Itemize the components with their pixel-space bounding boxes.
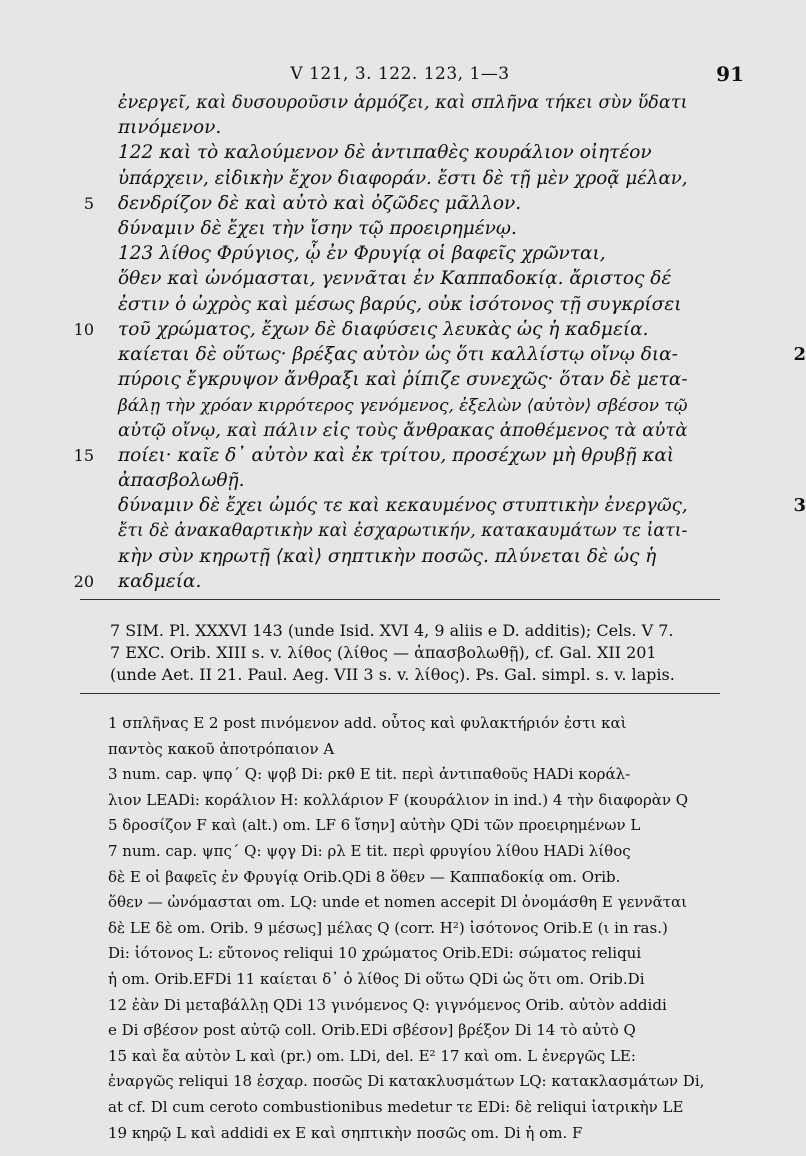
margin-number: 3 bbox=[793, 495, 806, 517]
line-text: ὅθεν καὶ ὠνόμασται, γεννᾶται ἐν Καππαδοκίᾳ. ἄριστος δέ bbox=[118, 268, 672, 290]
source-line: 7 EXC. Orib. XIII s. v. λίθος (λίθος — ἀπασβολωθῇ), cf. Gal. XII 201 bbox=[110, 643, 657, 662]
text-line bbox=[118, 545, 688, 569]
line-text: ποίει· καῖε δ᾽ αὐτὸν καὶ ἐκ τρίτου, προσέχων μὴ θρυβῇ καὶ bbox=[118, 444, 675, 466]
line-number: 15 bbox=[73, 445, 94, 465]
line-number: 10 bbox=[73, 319, 94, 339]
line-text: πινόμενον. bbox=[118, 117, 222, 139]
apparatus-line: 12 ἐὰν Di μεταβάλλῃ QDi 13 γινόμενος Q: γιγνόμενος Orib. αὐτὸν addidi bbox=[108, 995, 667, 1014]
line-text: πύροις ἔγκρυψον ἄνθραξι καὶ ῥίπιζε συνεχῶς· ὅταν δὲ μετα- bbox=[118, 369, 688, 391]
line-text: κὴν σὺν κηρωτῇ ⟨καὶ⟩ σηπτικὴν ποσῶς. πλύνεται δὲ ὡς ἡ bbox=[118, 545, 657, 567]
text-line bbox=[73, 570, 688, 594]
apparatus-line: δὲ E οἱ βαφεῖς ἐν Φρυγίᾳ Orib.QDi 8 ὅθεν — Καππαδοκίᾳ om. Orib. bbox=[108, 867, 621, 886]
line-text: δύναμιν δὲ ἔχει τὴν ἴσην τῷ προειρημένῳ. bbox=[118, 218, 517, 239]
apparatus-line: 5 δροσίζον F καὶ (alt.) om. LF 6 ἴσην] αὐτὴν QDi τῶν προειρημένων L bbox=[108, 816, 641, 835]
apparatus-line: 3 num. cap. ψπϙ´ Q: ψϙβ Di: ρκθ E tit. περὶ ἀντιπαθοῦς HADi κοράλ- bbox=[108, 765, 631, 784]
text-line bbox=[118, 91, 688, 115]
page-header bbox=[0, 58, 800, 88]
text-line bbox=[118, 368, 688, 392]
text-line bbox=[118, 393, 688, 418]
apparatus-line: at cf. Dl cum ceroto combustionibus medetur τε EDi: δὲ reliqui ἰατρικὴν LE bbox=[108, 1098, 684, 1116]
margin-number: 2 bbox=[793, 344, 806, 365]
line-text: καίεται δὲ οὕτως· βρέξας αὐτὸν ὡς ὅτι καλλίστῳ οἴνῳ δια- bbox=[118, 344, 678, 365]
line-text: τοῦ χρώματος, ἔχων δὲ διαφύσεις λευκὰς ὡς ἡ καδμεία. bbox=[118, 318, 649, 340]
line-text: αὐτῷ οἴνῳ, καὶ πάλιν εἰς τοὺς ἄνθρακας ἀποθέμενος τὰ αὐτὰ bbox=[118, 419, 688, 441]
text-line bbox=[83, 192, 688, 216]
line-number: 5 bbox=[83, 193, 94, 213]
line-text: καδμεία. bbox=[118, 570, 202, 592]
page-number: 91 bbox=[716, 62, 744, 86]
divider bbox=[80, 599, 720, 600]
line-text: 123 λίθος Φρύγιος, ᾧ ἐν Φρυγίᾳ οἱ βαφεῖς χρῶνται, bbox=[118, 243, 606, 265]
text-line bbox=[118, 116, 688, 140]
text-line bbox=[118, 293, 688, 317]
running-head: V 121, 3. 122. 123, 1—3 bbox=[290, 64, 510, 84]
line-text: ἐνεργεῖ, καὶ δυσουροῦσιν ἁρμόζει, καὶ σπλῆνα τήκει σὺν ὕδατι bbox=[118, 93, 688, 113]
text-line bbox=[73, 444, 688, 468]
apparatus-line: ἐναργῶς reliqui 18 ἐσχαρ. ποσῶς Di κατακλυσμάτων LQ: κατακλασμάτων Di, bbox=[108, 1072, 705, 1091]
line-text: ἔτι δὲ ἀνακαθαρτικὴν καὶ ἐσχαρωτικήν, κατακαυμάτων τε ἰατι- bbox=[118, 521, 688, 542]
text-line bbox=[118, 419, 688, 443]
line-text: ἐστιν ὁ ὠχρὸς καὶ μέσως βαρύς, οὐκ ἰσότονος τῇ συγκρίσει bbox=[118, 293, 682, 315]
text-line bbox=[118, 217, 688, 241]
line-text: ἀπασβολωθῇ. bbox=[118, 470, 245, 491]
text-line bbox=[118, 167, 688, 191]
source-line: (unde Aet. II 21. Paul. Aeg. VII 3 s. v. λίθος). Ps. Gal. simpl. s. v. lapis. bbox=[110, 665, 675, 684]
line-number: 20 bbox=[73, 571, 94, 591]
apparatus-line: ὅθεν — ὠνόμασται om. LQ: unde et nomen accepit Dl ὀνομάσθη E γεννᾶται bbox=[108, 893, 688, 912]
text-line bbox=[118, 519, 688, 543]
text-line bbox=[118, 343, 806, 367]
line-text: δενδρίζον δὲ καὶ αὐτὸ καὶ ὀζῶδες μᾶλλον. bbox=[118, 192, 522, 214]
text-line bbox=[118, 469, 688, 493]
line-text: βάλῃ τὴν χρόαν κιρρότερος γενόμενος, ἐξελὼν ⟨αὐτὸν⟩ σβέσον τῷ bbox=[118, 395, 688, 416]
text-line bbox=[118, 242, 688, 266]
apparatus-line: 1 σπλῆνας E 2 post πινόμενον add. οὗτος καὶ φυλακτήριόν ἐστι καὶ bbox=[108, 714, 627, 732]
apparatus-line: Di: ἰότονος L: εὔτονος reliqui 10 χρώματος Orib.EDi: σώματος reliqui bbox=[108, 944, 642, 963]
text-line bbox=[73, 318, 688, 342]
apparatus-line: λιον LEADi: κοράλιον H: κολλάριον F (κουράλιον in ind.) 4 τὴν διαφορὰν Q bbox=[108, 790, 689, 809]
text-line bbox=[118, 494, 806, 518]
apparatus-line: 19 κηρῷ L καὶ addidi ex E καὶ σηπτικὴν ποσῶς om. Di ἡ om. F bbox=[108, 1123, 583, 1142]
divider bbox=[80, 693, 720, 694]
text-line bbox=[118, 267, 688, 291]
apparatus-line: δὲ LE δὲ om. Orib. 9 μέσως] μέλας Q (corr. H²) ἰσότονος Orib.E (ι in ras.) bbox=[108, 918, 668, 937]
apparatus-line: 15 καὶ ἔα αὐτὸν L καὶ (pr.) om. LDi, del. E² 17 καὶ om. L ἐνεργῶς LE: bbox=[108, 1046, 636, 1065]
apparatus-line: παντὸς κακοῦ ἀποτρόπαιον A bbox=[108, 739, 335, 758]
text-line bbox=[118, 141, 688, 165]
source-line: 7 SIM. Pl. XXXVI 143 (unde Isid. XVI 4, 9 aliis e D. additis); Cels. V 7. bbox=[110, 621, 674, 640]
apparatus-line: e Di σβέσον post αὐτῷ coll. Orib.EDi σβέσον] βρέξον Di 14 τὸ αὐτὸ Q bbox=[108, 1021, 636, 1040]
line-text: δύναμιν δὲ ἔχει ὠμός τε καὶ κεκαυμένος στυπτικὴν ἐνεργῶς, bbox=[118, 495, 688, 517]
line-text: ὑπάρχειν, εἰδικὴν ἔχον διαφοράν. ἔστι δὲ τῇ μὲν χροᾷ μέλαν, bbox=[118, 167, 688, 189]
line-text: 122 καὶ τὸ καλούμενον δὲ ἀντιπαθὲς κουράλιον οἰητέον bbox=[118, 142, 652, 164]
apparatus-line: ἡ om. Orib.EFDi 11 καίεται δ᾽ ὁ λίθος Di οὕτω QDi ὡς ὅτι om. Orib.Di bbox=[108, 970, 645, 988]
apparatus-line: 7 num. cap. ψπς´ Q: ψϙγ Di: ρλ E tit. περὶ φρυγίου λίθου HADi λίθος bbox=[108, 842, 631, 860]
